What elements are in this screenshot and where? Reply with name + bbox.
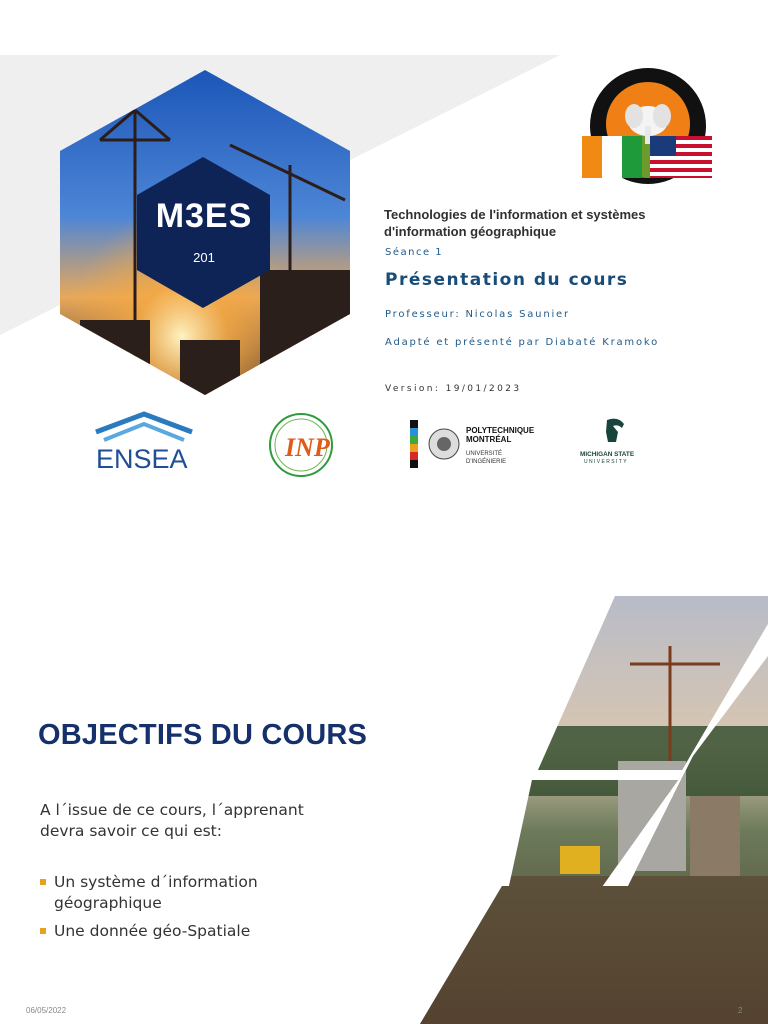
presentation-title: Présentation du cours — [385, 270, 629, 290]
inp-logo — [268, 412, 334, 478]
version-line: Version: 19/01/2023 — [385, 384, 522, 394]
objectives-slide — [0, 520, 768, 1024]
bullet-text: Une donnée géo-Spatiale — [54, 922, 251, 940]
objectives-list — [40, 872, 340, 949]
ensea-text: ENSEA — [96, 444, 188, 474]
adapted-by-line: Adapté et présenté par Diabaté Kramoko — [385, 337, 660, 348]
list-item — [40, 921, 340, 942]
footer-date: 06/05/2022 — [26, 1006, 67, 1015]
program-number: 201 — [193, 250, 215, 265]
poly-line3: UNIVERSITÉ — [466, 451, 503, 457]
mcc-cote-divoire-logo — [578, 66, 716, 190]
michigan-state-logo — [578, 416, 652, 466]
page-number: 2 — [738, 1006, 743, 1015]
poly-line2: MONTRÉAL — [466, 435, 512, 444]
msu-line1: MICHIGAN STATE — [580, 451, 635, 458]
program-title: M3ES — [155, 197, 253, 235]
course-title: Technologies de l'information et systèmes d'information géographique — [384, 207, 646, 239]
bullet-square-icon — [40, 879, 46, 885]
construction-site-photo — [420, 596, 768, 1024]
msu-line2: UNIVERSITY — [584, 459, 629, 465]
inp-text: INP — [285, 433, 330, 462]
bullet-text: Un système d´information géographique — [54, 873, 258, 912]
bullet-square-icon — [40, 928, 46, 934]
objectives-title: OBJECTIFS DU COURS — [38, 719, 368, 751]
ensea-logo — [94, 410, 198, 474]
session-label: Séance 1 — [385, 247, 444, 258]
list-item — [40, 872, 340, 914]
title-slide — [0, 0, 768, 500]
polytechnique-montreal-logo — [406, 418, 538, 472]
poly-line1: POLYTECHNIQUE — [466, 426, 535, 435]
poly-line4: D'INGÉNIERIE — [466, 459, 507, 465]
objectives-intro: A l´issue de ce cours, l´apprenant devra savoir ce qui est: — [40, 801, 304, 840]
professor-line: Professeur: Nicolas Saunier — [385, 309, 570, 320]
